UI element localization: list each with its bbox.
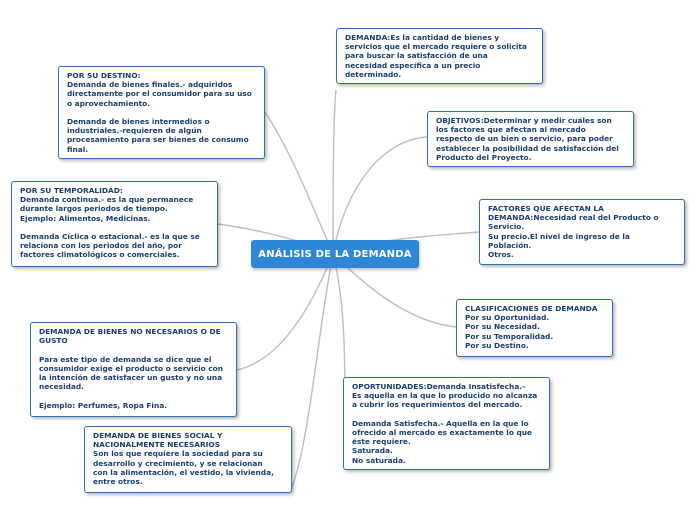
node-clasificaciones[interactable]: CLASIFICACIONES DE DEMANDA Por su Oportunidad. Por su Necesidad. Por su Temporalidad. Por su Destino.	[456, 299, 613, 357]
node-factores[interactable]: FACTORES QUE AFECTAN LA DEMANDA:Necesidad real del Producto o Servicio. Su precio.El nivel de ingreso de la Población. Otros.	[479, 199, 685, 265]
node-oportunidades[interactable]: OPORTUNIDADES:Demanda Insatisfecha.- Es aquella en la que lo producido no alcanza a cubrir los requerimientos del mercado. Demanda Satisfecha.- Aquella en la que lo ofrecido al mercado es exactamente lo que éste requiere. Saturada. No saturada.	[343, 377, 550, 470]
node-social[interactable]: DEMANDA DE BIENES SOCIAL Y NACIONALMENTE NECESARIOS Son los que requiere la sociedad para su desarrollo y crecimiento, y se relacionan con la alimentación, el vestido, la vivienda, entre otros.	[84, 426, 292, 493]
node-no-necesarios[interactable]: DEMANDA DE BIENES NO NECESARIOS O DE GUSTO Para este tipo de demanda se dice que el consumidor exige el producto o servicio con la intención de satisfacer un gusto y no una necesidad. Ejemplo: Perfumes, Ropa Fina.	[30, 322, 237, 417]
connector-destino	[265, 112, 333, 254]
node-destino[interactable]: POR SU DESTINO: Demanda de bienes finales.- adquiridos directamente por el consumidor para su uso o aprovechamiento. Demanda de bienes intermedios o industriales.-requieren de algún procesamiento para ser bienes de consumo final.	[58, 66, 265, 159]
node-temporalidad[interactable]: POR SU TEMPORALIDAD: Demanda continua.- es la que permanece durante largos periodos de tiempo. Ejemplo: Alimentos, Medicinas. Demanda Cíclica o estacional.- es la que se relaciona con los periodos del año, por factores climatológicos o comerciales.	[11, 181, 218, 267]
node-objetivos[interactable]: OBJETIVOS:Determinar y medir cuáles son los factores que afectan al mercado respecto de un bien o servicio, para poder establecer la posibilidad de satisfacción del Producto del Proyecto.	[427, 111, 634, 167]
connector-social	[291, 254, 333, 490]
connector-objetivos	[333, 137, 427, 254]
connector-demanda	[333, 90, 336, 254]
node-demanda[interactable]: DEMANDA:Es la cantidad de bienes y servicios que el mercado requiere o solicita para buscar la satisfacción de una necesidad específica a un precio determinado.	[336, 28, 543, 84]
central-topic-title: ANÁLISIS DE LA DEMANDA	[258, 248, 412, 260]
central-topic[interactable]	[251, 240, 419, 268]
connector-no-necesarios	[237, 254, 333, 370]
